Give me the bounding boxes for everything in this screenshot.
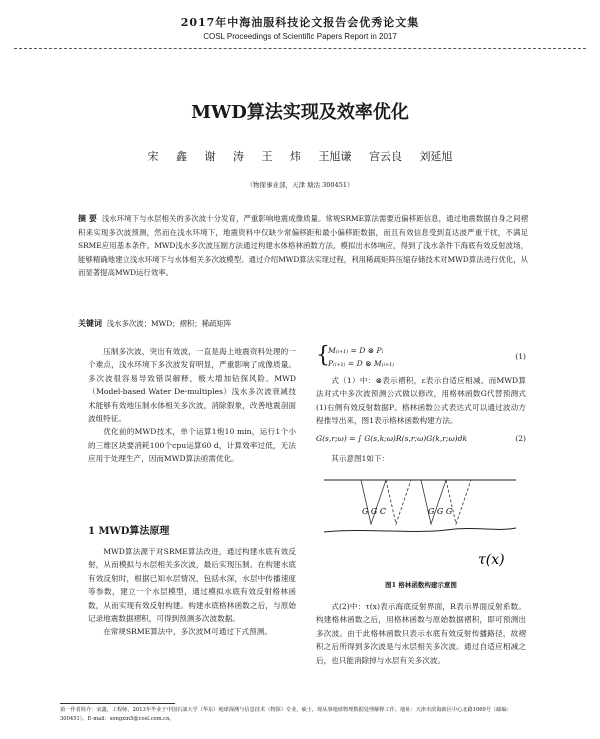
author: 王旭谦: [318, 150, 352, 163]
ray-path: [446, 480, 471, 524]
body-paragraph: 式(2)中：τ(x)表示海底反射界面，R表示界面反射系数。构建格林函数之后，用格林函数与原始数据褶积，即可预测出多次波。由于此格林函数只表示水底有效反射传播路径，故褶积之后所得到多次波是与水层相关多次波。通过自适应相减之后，也只能消除掉与水层有关多次波。: [316, 602, 526, 665]
left-column-intro: [88, 345, 296, 466]
left-column-section: [88, 545, 296, 639]
author-list: [0, 148, 600, 164]
right-paragraph-2: [316, 452, 526, 465]
right-paragraph-1: [316, 374, 526, 428]
section-heading: 1 MWD算法原理: [88, 526, 170, 537]
abstract-text: 浅水环境下与水层相关的多次波十分发育，严重影响地震成像质量。常规SRME算法需要近偏移距信息，通过地震数据自身之间褶积来实现多次波预测，然而在浅水环境下，地震资料中仅缺少常偏移距和最小偏移距数据，而且有效信息受到直达波严重干扰，不满足SRME应用基本条件。MWD浅水多次波压制方法通过构建水体格林函数方法，模拟出水体响应，得到了浅水条件下海底有效反射波场，能够精确地建立浅水环境下与水体相关多次波模型。通过介绍MWD算法实现过程，利用稀疏矩阵压缩存储技术对MWD算法进行优化，从而显著提高MWD运行效率。: [78, 214, 528, 277]
body-paragraph: 式（1）中：⊗表示褶积，ε表示自适应相减。而MWD算法对式中多次波预测公式做以修改，用格林函数G代替预测式(1)右侧有效反射数据P。格林函数公式表达式可以通过波动方程推导出来，图1表示格林函数构建方法。: [316, 376, 526, 426]
keywords: [78, 318, 528, 329]
running-header-cn: 2017年中海油服科技论文报告会优秀论文集: [180, 16, 420, 29]
equation-number: (1): [515, 352, 526, 361]
author: 王 炜: [261, 150, 301, 163]
intro-paragraph: 优化前的MWD技术，单个运算1炮10 min，运行1个小的三维区块要消耗100个cpu运算60 d，计算效率过低，无法应用于处理生产，因而MWD算法亟需优化。: [88, 427, 296, 464]
equation-1: [316, 343, 526, 371]
ray-path: [421, 480, 446, 524]
abstract: [78, 212, 528, 280]
intro-paragraph: 压制多次波，突出有效波，一直是海上地震资料处理的一个难点，浅水环境下多次波发育明显，严重影响了成像质量。多次波很容易导致错误解释，极大增加钻探风险。MWD（Model-based Water De-multiples）浅水多次波衰减技术能够有效地压制水体相关多次波，消除假象，改善地震剖面波组特征。: [88, 347, 296, 424]
ray-path: [361, 480, 386, 524]
author: 谢 涛: [204, 150, 244, 163]
author: 宋 鑫: [147, 150, 187, 163]
figure-caption: 图1 格林函数构建示意图: [385, 581, 457, 589]
abstract-label: 摘 要: [78, 213, 97, 223]
keywords-label: 关键词: [78, 318, 102, 328]
equation-2: [316, 432, 526, 448]
section-paragraph: MWD算法源于对SRME算法改进，通过构建水底有效反射，从而模拟与水层相关多次波，最后实现压制。在构建水底有效反射时，根据已知水层情况，包括水深，水层中传播速度等参数，建立一个水层模型，通过模拟水底有效反射格林函数，从而实现有效反射构建。构建水底格林函数之后，与原始记录地震数据褶积，可得到预测多次波数据。: [88, 547, 296, 624]
running-header-en: COSL Proceedings of Scientific Papers Report in 2017: [203, 32, 397, 41]
label-tau: τ(x): [478, 552, 505, 568]
footnote: 第一作者简介：宋鑫，工程师，2013年毕业于中国石油大学（华东）地球探测与信息技术（物探）专业，硕士，现从事地球物理数据处理解释工作。地址：天津市滨海新区中心北路1069号（邮编：300451）。E-mail：songxin5@cosl.com.cn。: [60, 707, 512, 722]
figure-1: [316, 468, 526, 574]
seafloor-line: [324, 528, 516, 532]
footnote-rule: [60, 703, 175, 704]
equation-line: G(s,r;ω) = ∫ G(s,k;ω)R(s,r;ω)G(k,r;ω)dk: [316, 434, 468, 443]
keywords-text: 浅水多次波；MWD；褶积；稀疏矩阵: [106, 319, 232, 328]
equation-number: (2): [515, 434, 526, 443]
author: 刘延旭: [419, 150, 453, 163]
equation-line: M₍ᵢ₊₁₎ = D ⊗ Pᵢ: [328, 346, 384, 355]
author: 宫云良: [369, 150, 402, 163]
ray-path: [386, 480, 411, 524]
body-paragraph: 其示意图1如下：: [331, 454, 390, 463]
section-paragraph: 在常规SRME算法中，多次波M可通过下式预测。: [103, 627, 272, 637]
green-function-diagram: [316, 468, 526, 574]
label-green-function: G G C: [362, 507, 386, 516]
right-paragraph-3: [316, 600, 526, 667]
label-green-function: G G G: [428, 507, 453, 516]
paper-title: MWD算法实现及效率优化: [191, 102, 409, 123]
affiliation: （物探事业部，天津 塘沽 300451）: [246, 181, 354, 189]
equation-brace: {: [316, 343, 330, 368]
equation-line: P₍ᵢ₊₁₎ = D ⊗ M₍ᵢ₊₁₎: [328, 359, 394, 368]
header-rule: [14, 48, 586, 49]
